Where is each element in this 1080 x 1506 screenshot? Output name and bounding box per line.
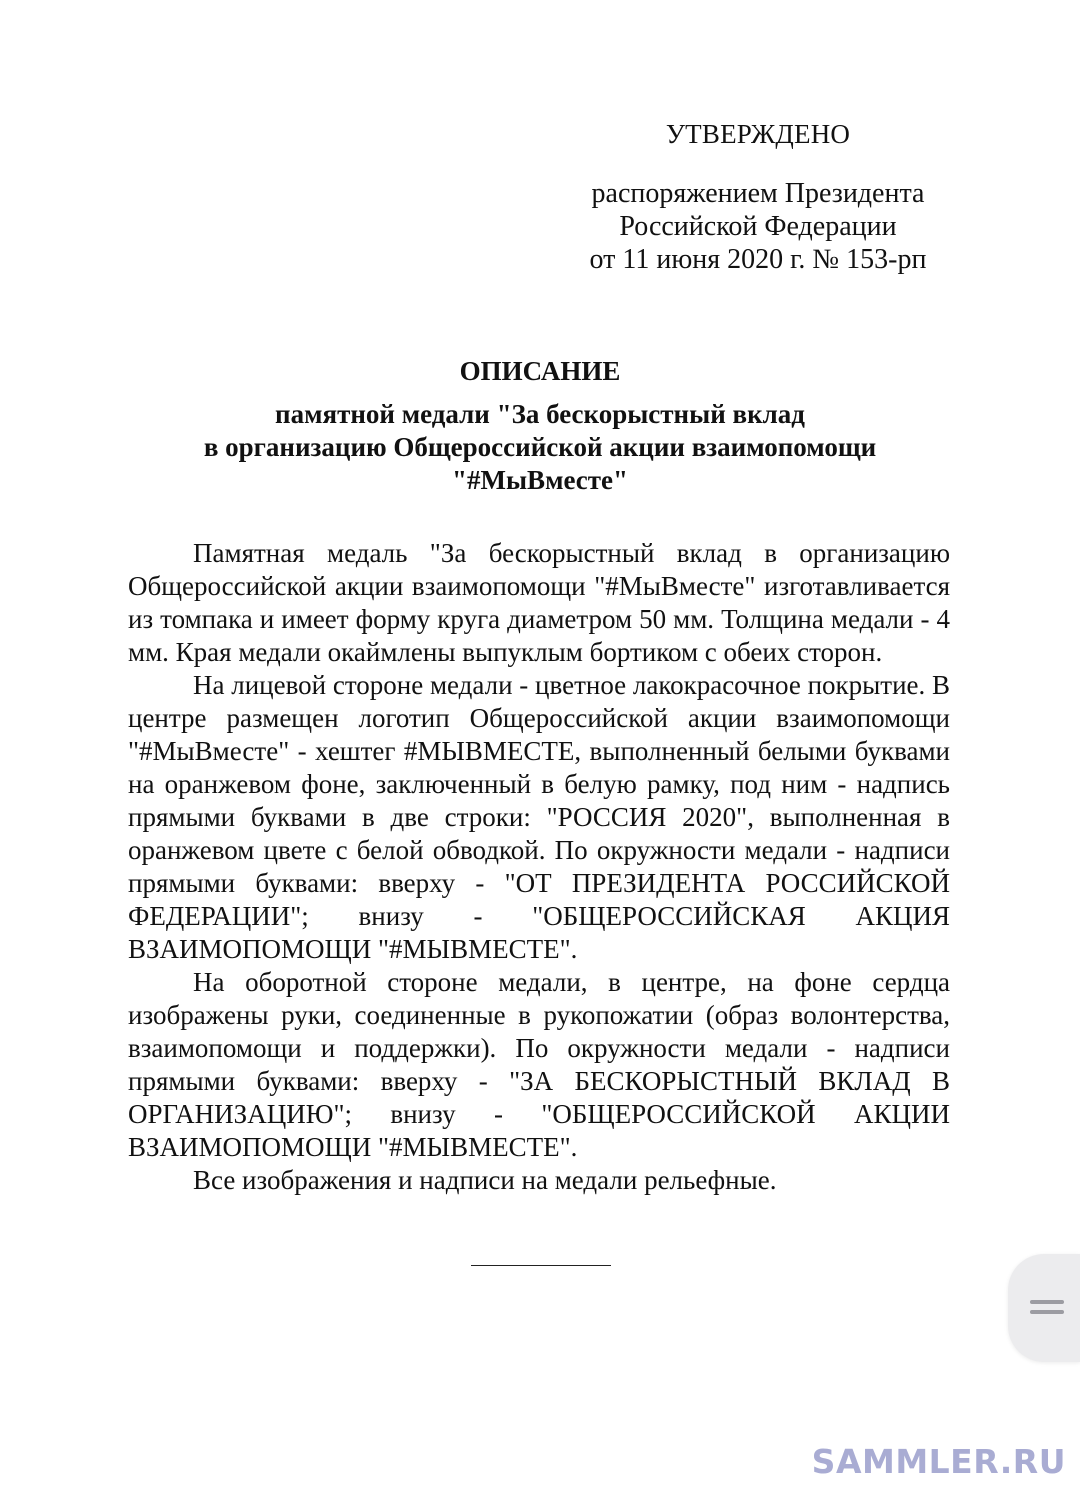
body-paragraph: Памятная медаль "За бескорыстный вклад в организацию Общероссийской акции взаимопомощи "#МыВместе" изготавливается из томпака и имеет форму круга диаметром 50 мм. Толщина медали - 4 мм. Края медали окаймлены выпуклым бортиком с обеих сторон. (128, 538, 950, 667)
document-subtitle-line: в организацию Общероссийской акции взаимопомощи (203, 432, 877, 462)
scroll-handle[interactable] (1008, 1254, 1080, 1362)
watermark: SAMMLER.RU (811, 1442, 1066, 1481)
body-paragraph: На лицевой стороне медали - цветное лакокрасочное покрытие. В центре размещен логотип Общероссийской акции взаимопомощи "#МыВместе" - хештег #МЫВМЕСТЕ, выполненный белыми буквами на оранжевом фоне, заключенный в белую рамку, под ним - надпись прямыми буквами в две строки: "РОССИЯ 2020", выполненная в оранжевом цвете с белой обводкой. По окружности медали - надписи прямыми буквами: вверху - "ОТ ПРЕЗИДЕНТА РОССИЙСКОЙ ФЕДЕРАЦИИ"; внизу - "ОБЩЕРОССИЙСКАЯ АКЦИЯ ВЗАИМОПОМОЩИ "#МЫВМЕСТЕ". (128, 670, 951, 964)
drag-handle-icon (1030, 1300, 1064, 1316)
document-title: ОПИСАНИЕ (459, 356, 621, 386)
document-body (128, 537, 950, 1197)
approval-line: Российской Федерации (619, 211, 897, 242)
document-title-block (0, 354, 1080, 497)
approval-stamp (578, 118, 938, 276)
body-paragraph: Все изображения и надписи на медали рельефные. (193, 1165, 777, 1195)
approval-date-line: от 11 июня 2020 г. № 153-рп (589, 244, 927, 275)
document-subtitle-line: "#МыВместе" (452, 465, 628, 495)
document-subtitle-line: памятной медали "За бескорыстный вклад (275, 399, 805, 429)
approved-heading: УТВЕРЖДЕНО (665, 119, 851, 149)
body-paragraph: На оборотной стороне медали, в центре, на фоне сердца изображены руки, соединенные в рукопожатии (образ волонтерства, взаимопомощи и поддержки). По окружности медали - надписи прямыми буквами: вверху - "ЗА БЕСКОРЫСТНЫЙ ВКЛАД В ОРГАНИЗАЦИЮ"; внизу - "ОБЩЕРОССИЙСКОЙ АКЦИИ ВЗАИМОПОМОЩИ "#МЫВМЕСТЕ". (128, 967, 950, 1162)
approval-line: распоряжением Президента (591, 178, 925, 209)
end-divider (471, 1265, 611, 1266)
